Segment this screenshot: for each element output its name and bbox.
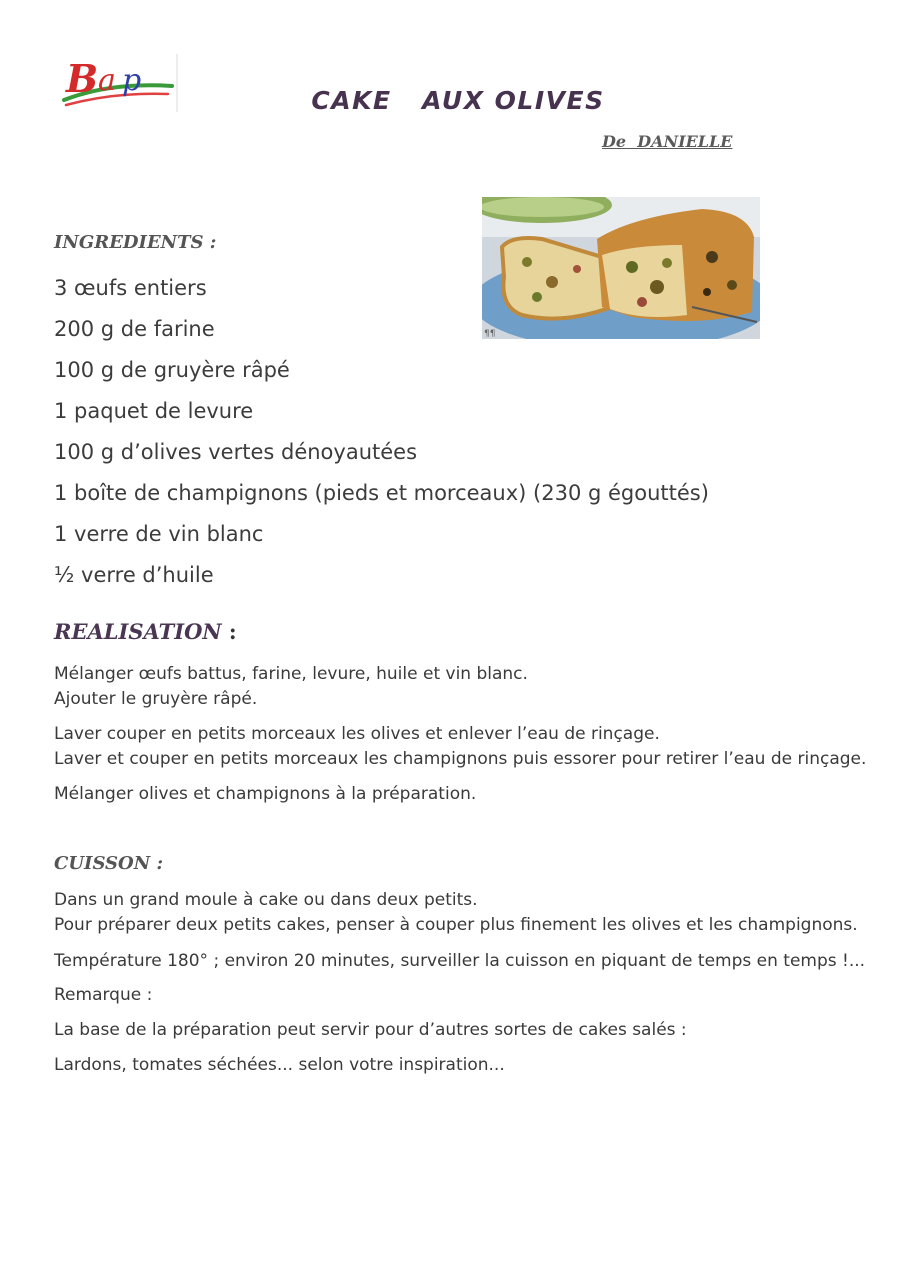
realisation-line: Laver et couper en petits morceaux les champignons puis essorer pour retirer l’eau de rinçage. <box>54 749 867 769</box>
cuisson-paragraph <box>54 983 152 1008</box>
ingredient-item: 1 paquet de levure <box>54 399 254 423</box>
cuisson-line: Température 180° ; environ 20 minutes, surveiller la cuisson en piquant de temps en temps !... <box>54 951 866 971</box>
realisation-line: Mélanger olives et champignons à la préparation. <box>54 784 477 804</box>
realisation-line: Mélanger œufs battus, farine, levure, huile et vin blanc. <box>54 664 528 684</box>
ingredients-heading: INGREDIENTS : <box>54 232 217 253</box>
ingredient-item: ½ verre d’huile <box>54 563 214 587</box>
ingredient-item: 3 œufs entiers <box>54 276 207 300</box>
ingredient-item: 100 g de gruyère râpé <box>54 358 290 382</box>
cuisson-paragraph <box>54 949 865 974</box>
cuisson-heading: CUISSON : <box>54 853 164 874</box>
cuisson-line: Pour préparer deux petits cakes, penser à couper plus finement les olives et les champignons. <box>54 915 858 935</box>
realisation-line: Ajouter le gruyère râpé. <box>54 689 258 709</box>
realisation-heading <box>54 619 237 644</box>
cuisson-paragraph <box>54 1018 687 1043</box>
realisation-paragraph <box>54 782 476 807</box>
ingredient-item: 1 boîte de champignons (pieds et morceaux) (230 g égouttés) <box>54 481 709 505</box>
realisation-line: Laver couper en petits morceaux les olives et enlever l’eau de rinçage. <box>54 724 660 744</box>
cuisson-line: La base de la préparation peut servir pour d’autres sortes de cakes salés : <box>54 1020 687 1040</box>
realisation-heading-colon: : <box>221 619 237 644</box>
svg-text:B: B <box>66 56 99 101</box>
cuisson-line: Dans un grand moule à cake ou dans deux petits. <box>54 890 478 910</box>
recipe-author: De DANIELLE <box>602 132 733 151</box>
cuisson-paragraph <box>54 888 858 938</box>
svg-text:a: a <box>98 63 116 98</box>
realisation-paragraph <box>54 662 528 712</box>
svg-text:¶¶: ¶¶ <box>484 329 496 339</box>
ingredient-item: 100 g d’olives vertes dénoyautées <box>54 440 418 464</box>
svg-text:p: p <box>122 63 142 98</box>
ingredient-item: 200 g de farine <box>54 317 215 341</box>
cuisson-line: Lardons, tomates séchées... selon votre inspiration... <box>54 1055 505 1075</box>
cuisson-line: Remarque : <box>54 985 153 1005</box>
cuisson-paragraph <box>54 1053 505 1078</box>
recipe-title: CAKE AUX OLIVES <box>311 86 605 115</box>
ingredients-list <box>54 268 709 596</box>
realisation-paragraph <box>54 722 866 772</box>
realisation-heading-text: REALISATION <box>54 619 222 644</box>
ingredient-item: 1 verre de vin blanc <box>54 522 264 546</box>
